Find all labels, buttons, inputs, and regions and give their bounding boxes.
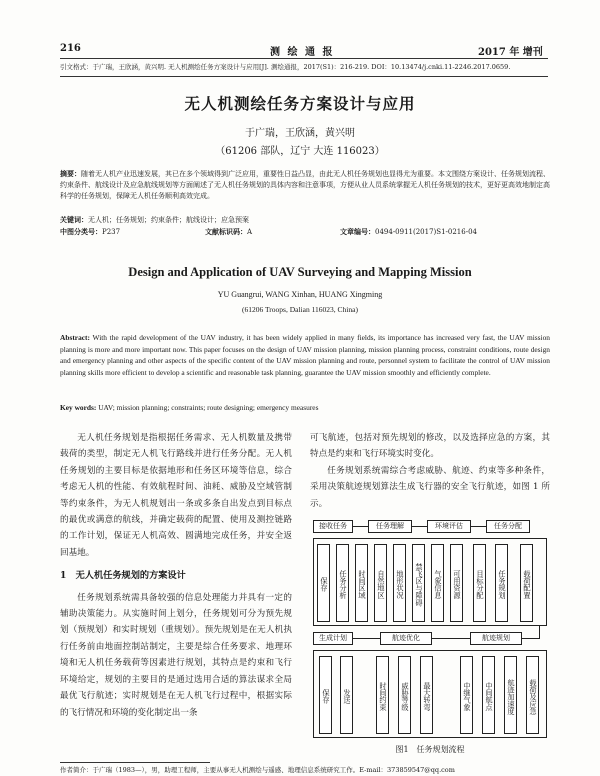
leaf-box: 目标分配: [473, 544, 486, 622]
flow-arrow: [471, 526, 486, 527]
leaf-box: 任务规划: [495, 544, 508, 622]
title-en: Design and Application of UAV Surveying and Mapping Mission: [128, 265, 472, 279]
keywords-cn-label: 关键词：: [60, 215, 88, 224]
flow-box: 生成计划: [313, 632, 353, 645]
keywords-en: [60, 402, 550, 414]
flow-box: 航迹规划: [470, 632, 522, 645]
leaf-box: 时间区域: [355, 544, 368, 622]
leaf-box: 中继气象: [460, 656, 473, 734]
leaf-box: 任务分析: [336, 544, 349, 622]
affiliation-en: (61206 Troops, Dalian 116023, China): [242, 305, 358, 314]
leaf-box: 禁飞区与障碍: [412, 544, 425, 622]
header-rule: [60, 58, 548, 59]
flow-box: 环境评估: [427, 520, 471, 533]
footnote: 作者简介：于广瑞（1983—），男，助理工程师，主要从事无人机测绘与遥感、地理信息系统研究工作。E-mail：373859547@qq.com: [60, 766, 455, 774]
leaf-box: 地形状况: [393, 544, 406, 622]
left-column: [60, 430, 292, 721]
leaf-box: 可用资源: [450, 544, 463, 622]
authors-cn: 于广瑞，王欣涵，黄兴明: [245, 128, 355, 139]
flow-arrow: [353, 526, 368, 527]
clc-value: P237: [102, 228, 121, 236]
abstract-cn: [60, 168, 550, 203]
leaf-box: 保存: [317, 544, 330, 622]
title-cn: 无人机测绘任务方案设计与应用: [184, 94, 416, 113]
abstract-en-text: With the rapid development of the UAV industry, it has been widely applied in many fields, its importance has increased very fast, the UAV mission planning is more and more important now. This paper focuses on the design of UAV mission planning, mission planning process, constraint conditions, route design and emergency planning and other aspects of the specific content of the UAV mission planning and route, personnel system to facilitate the control of UAV mission planning skills more efficient to develop a scientific and reasonable task planning, guarantee the UAV mission smoothly and efficiently complete.: [60, 333, 550, 377]
year-issue: 2017 年 增刊: [478, 47, 543, 58]
clc: [60, 226, 120, 238]
article-no: [340, 226, 477, 238]
section-heading: 1 无人机任务规划的方案设计: [60, 570, 186, 582]
flow-arrow: [539, 626, 540, 638]
body-paragraph: 可飞航迹，包括对预先规划的修改，以及选择应急的方案，其特点是约束和飞行环境实时变化。: [310, 433, 550, 460]
leaf-box: 发送: [340, 656, 353, 734]
page-number: 216: [60, 43, 81, 54]
abstract-en: [60, 332, 550, 378]
leaf-box: 自然地区: [374, 544, 387, 622]
figure-caption: 图1 任务规划流程: [395, 745, 465, 754]
flow-box: 接收任务: [313, 520, 353, 533]
leaf-box: 时间约束: [376, 656, 389, 734]
abstract-en-label: Abstract:: [60, 333, 90, 342]
authors-en: YU Guangrui, WANG Xinhan, HUANG Xingming: [217, 290, 383, 299]
leaf-box: 中间航点: [482, 656, 495, 734]
footnote-rule: [60, 762, 210, 763]
leaf-box: 气象信息: [431, 544, 444, 622]
flow-arrow: [353, 638, 380, 639]
right-column: [310, 430, 550, 512]
keywords-en-text: UAV; mission planning; constraints; route designing; emergency measures: [98, 403, 319, 412]
leaf-box: 载荷配置: [520, 544, 533, 622]
journal-name: 测 绘 通 报: [270, 47, 335, 58]
leaf-box: 载荷及应急: [526, 656, 539, 734]
leaf-box: 最大转弯: [420, 656, 433, 734]
keywords-en-label: Key words:: [60, 403, 97, 412]
article-no-label: 文章编号：: [340, 227, 375, 236]
citation-rule: [60, 76, 548, 77]
body-paragraph: 任务规划系统需综合考虑威胁、航迹、约束等多种条件，采用决策航迹规划算法生成飞行器的安全飞行航迹，如图 1 所示。: [310, 465, 550, 509]
abstract-cn-text: 随着无人机产业迅速发展，其已在多个领域得到广泛应用，重要性日益凸显，由此无人机任务规划也显得尤为重要。本文围绕方案设计、任务规划流程、约束条件、航线设计及应急航线规划等方面阐述了无人机任务规划的具体内容和注意事项，方便从业人员系统掌握无人机任务规划的技术，更好更高效地制定高科学的任务规划，保障无人机任务顺利高效完成。: [60, 170, 550, 201]
article-no-value: 0494-0911(2017)S1-0216-04: [375, 228, 477, 236]
leaf-box: 航迹加速度: [504, 656, 517, 734]
keywords-cn-text: 无人机；任务规划；约束条件；航线设计；应急预案: [88, 216, 249, 224]
doc-code: [205, 226, 252, 238]
flow-box: 任务分配: [486, 520, 530, 533]
abstract-cn-label: 摘要：: [60, 169, 81, 178]
affiliation-cn: （61206 部队，辽宁 大连 116023）: [215, 146, 385, 157]
doc-code-value: A: [247, 228, 253, 236]
citation: 引文格式：于广瑞，王欣涵，黄兴明. 无人机测绘任务方案设计与应用[J]. 测绘通报，2017(S1)：216-219. DOI：10.13474/j.cnki.11-2246.2017.0659.: [60, 63, 511, 71]
flow-arrow: [412, 526, 427, 527]
keywords-cn: [60, 214, 550, 226]
doc-code-label: 文献标识码：: [205, 227, 247, 236]
leaf-box: 威胁等级: [398, 656, 411, 734]
flow-arrow: [432, 638, 470, 639]
body-paragraph: 无人机任务规划是指根据任务需求、无人机数量及携带载荷的类型，制定无人机飞行路线并进行任务分配。无人机任务规划的主要目标是依据地形和任务区环境等信息，综合考虑无人机的性能、有效航程时间、油耗、威胁及空域管制等约束条件，为无人机规划出一条或多条自出发点到目标点的最优或满意的航线，并确定载荷的配置、使用及测控链路的工作计划，保证无人机高效、圆满地完成任务，并安全返回基地。: [60, 433, 292, 558]
flow-arrow: [522, 638, 540, 639]
flow-box: 任务理解: [368, 520, 412, 533]
figure-1: [310, 518, 550, 756]
leaf-box: 保存: [319, 656, 332, 734]
body-paragraph: 任务规划系统需具备较强的信息处理能力并具有一定的辅助决策能力。从实施时间上划分，任务规划可分为预先规划（预规划）和实时规划（重规划）。预先规划是在无人机执行任务前由地面控制站制定，主要是综合任务要求、地理环境和无人机任务载荷等因素进行规划，其特点是约束和飞行环境给定，规划的主要目的是通过选用合适的算法谋求全局最优飞行航迹；实时规划是在无人机飞行过程中，根据实际的飞行情况和环境的变化制定出一条: [60, 592, 292, 718]
clc-label: 中图分类号：: [60, 227, 102, 236]
flow-box: 航迹优化: [380, 632, 432, 645]
